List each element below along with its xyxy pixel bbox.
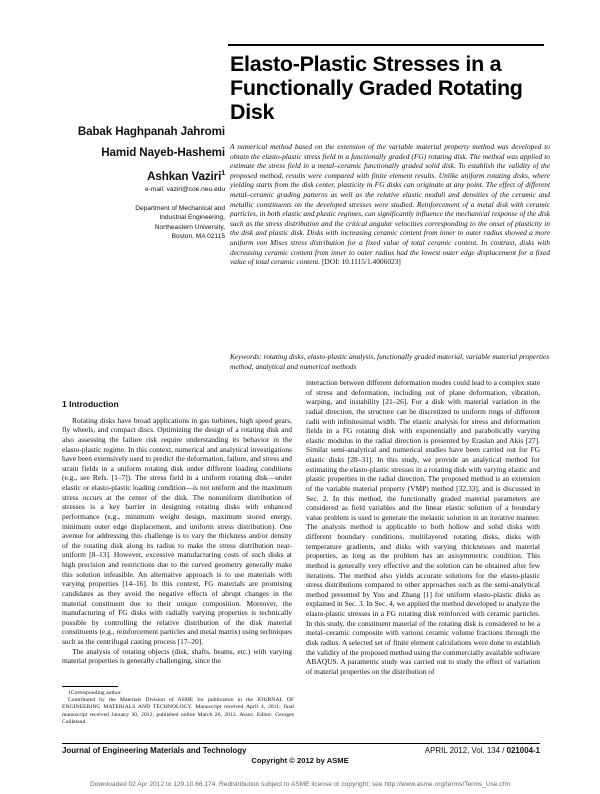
doi: [DOI: 10.1115/1.4006023] [321,257,401,267]
body-paragraph: Rotating disks have broad applications in gas turbines, high speed gears, fly wheels, and compact discs. Optimizing the design of a rotating disk and also assessing the failure risk require understanding its behavior in the elasto-plastic regime. In this context, numerical and analytical investigations have been extensively used to predict the deformation, failure, and stress and strain fields in a uniform rotating disk under different loading conditions (e.g., see Refs. [1–7]). The stress field in a uniform rotating disk—under elastic or elasto-plastic loading condition—is not uniform and the maximum stress occurs at the center of the disk. The nonuniform distribution of stresses is a key barrier in designing rotating disks with enhanced performance (e.g., minimum weight design, maximum stored energy, minimum outer edge displacement, and uniform stress distribution). One avenue for addressing this challenge is to vary the thickness and/or density of the rotating disk along its radius to make the stress distribution near-uniform [8–13]. However, excessive manufacturing costs of such disks at high precision and restrictions due to the curved geometry generally make this solution infeasible. An alternative approach is to use materials with varying properties [14–16]. In this context, FG materials are promising candidates as they avoid the negative effects of abrupt changes in the material constituent due to their unique composition. Moreover, the manufacturing of FG disks with radially varying properties is technically possible by controlling the relative distribution of the disk material constituents (e.g., reinforcement particles and metal matrix) using techniques such as the centrifugal casting process [17–20]. [62,415,292,646]
copyright: Copyright © 2012 by ASME [251,756,349,765]
footnote: 1Corresponding author. [68,690,122,696]
right-column [306,378,540,676]
body-paragraph: The analysis of rotating objects (disk, shafts, beams, etc.) with varying material properties is generally challenging, since the [62,646,292,666]
affiliation-line: Department of Mechanical and [135,204,225,212]
abstract-text: A numerical method based on the extension of the variable material property method was developed to obtain the elasto-plastic stress field in a functionally graded (FG) rotating disk. The method was applied to estimate the stress field in a metal–ceramic functionally graded solid disk. To establish the validity of the proposed method, results were compared with finite element results. Unlike uniform rotating disks, where yielding starts from the disk center, plasticity in FG disks can originate at any point. The effect of different metal–ceramic grading patterns as well as the relative elastic moduli and densities of the ceramic and metallic constituents on the developed stresses were studied. Reinforcement of a metal disk with ceramic particles, in both elastic and plastic regimes, can significantly influence the mechanical response of the disk such as the stress distribution and the critical angular velocities corresponding to the onset of plasticity in the disk and plastic disk. Disks with increasing ceramic content from inner to outer radius showed a more uniform von Mises stress distribution for a fixed value of total ceramic content. In contrast, disks with decreasing ceramic content from inner to outer radius had the lowest outer edge displacement for a fixed value of total ceramic content. [230,142,550,267]
issue-text: APRIL 2012, Vol. 134 / [424,746,505,755]
author-email: e-mail: vaziri@coe.neu.edu [145,185,225,193]
paper-title: Elasto-Plastic Stresses in a Functionally Graded Rotating Disk [230,52,523,124]
author-name: Hamid Nayeb-Hashemi [101,146,225,159]
corresponding-author-marker: 1 [221,170,225,177]
body-paragraph: interaction between different deformation modes could lead to a complex state of stress and deformation, including out of plane deformation, vibration, warping, and instability [21–26]. For a disk with material variation in the radial direction, the structure can be discretized to uniform rings of different radii with infinitesimal width. The elastic analysis for stress and deformation fields in a FG rotating disk with exponentially and parabolically varying elastic modulus in the radial direction is presented by Eraslan and Akis [27]. Similar semi-analytical and numerical studies have been carried out for FG elastic disks [28–31]. In this study, we provide an analytical method for estimating the elasto-plastic stresses in a rotating disk with varying elastic and plastic properties in the radial direction. The proposed method is an extension of the variable material property (VMP) method [32,33], and is discussed in Sec. 2. In this method, the functionally graded material parameters are considered as field variables and the linear elastic solution of a boundary value problem is used to generate the inelastic solution in an iterative manner. The analysis method is applicable to both hollow and solid disks with different boundary conditions, multilayered rotating disks, disks with temperature gradients, and disks with varying thicknesses and material properties, as long as the problem has an axisymmetric condition. This method is generally very effective and the solution can be obtained after few iterations. The method also yields accurate solutions for the elasto-plastic stress distributions compared to other approaches such as the semi-analytical method presented by You and Zhang [1] for uniform elasto-plastic disks as explained in Sec. 3. In Sec. 4, we applied the method developed to analyze the elasto-plastic stresses in a FG rotating disk reinforced with ceramic particles. In this study, the constituent material of the rotating disk is considered to be a metal–ceramic composite with various ceramic volume fractions through the disk radius. A selected set of finite element calculations were done to establish the validity of the proposed method using the commercially available software ABAQUS. A parametric study was carried out to study the effect of variation of material properties on the distribution of [306,378,540,676]
journal-name: Journal of Engineering Materials and Technology [62,746,247,755]
author-name: Babak Haghpanah Jahromi [77,125,225,138]
footnotes [62,690,294,726]
affiliation-line: Northeastern University, [154,223,225,231]
footer-rule [62,743,540,744]
footnote-rule [62,686,118,687]
author-name: Ashkan Vaziri$^1$ [147,169,225,183]
keywords: Keywords: rotating disks, elasto-plastic analysis, functionally graded material, variable material properties method, analytical and numerical methods [230,352,550,371]
page-number: 021004-1 [506,746,540,755]
download-notice: Downloaded 02 Apr 2012 to 129.10.66.174. Redistribution subject to ASME license or copyright; see http://www.asme.org/terms/Terms_Use.cfm [89,781,510,788]
author-block [40,124,225,242]
affiliation-line: Boston, MA 02115 [171,233,225,241]
abstract [230,142,550,267]
left-column [62,400,292,666]
affiliation-line: Industrial Engineering, [159,214,225,222]
section-heading: 1 Introduction [62,399,119,409]
footnote: Contributed by the Materials Division of ASME for publication in the JOURNAL OF ENGINEERING MATERIALS AND TECHNOLOGY. Manuscript received April 4, 2011; final manuscript received January 30, 2012; published online March 26, 2012. Assoc. Editor: Georges Cailletaud. [62,697,294,725]
issue-info [425,746,540,755]
title-rule [228,44,544,46]
